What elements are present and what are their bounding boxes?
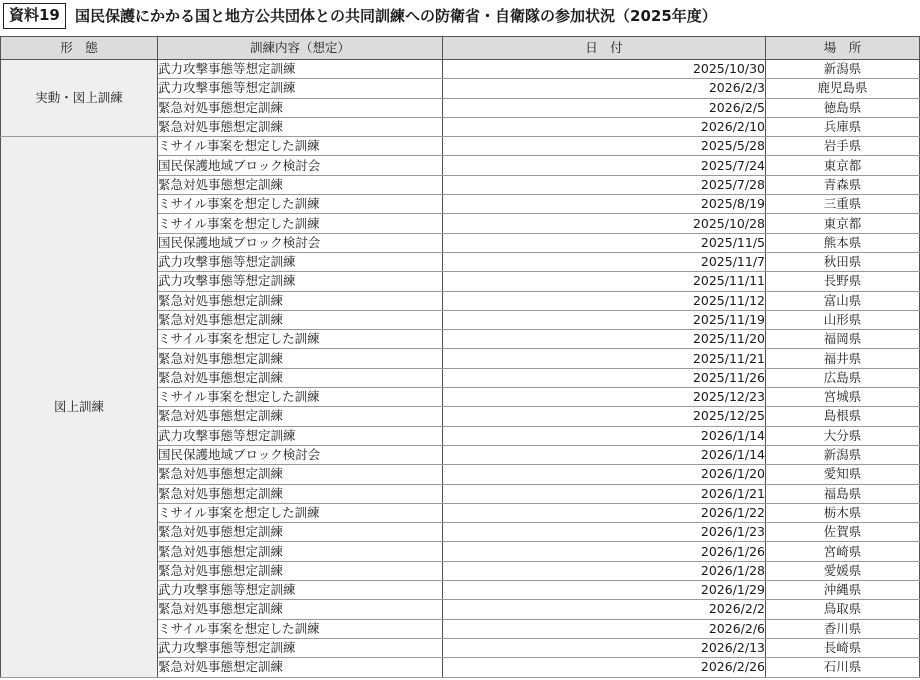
content-cell: 武力攻撃事態等想定訓練: [158, 638, 443, 657]
content-cell: 緊急対処事態想定訓練: [158, 523, 443, 542]
place-cell: 岩手県: [766, 137, 920, 156]
content-cell: ミサイル事案を想定した訓練: [158, 503, 443, 522]
place-cell: 島根県: [766, 407, 920, 426]
place-cell: 香川県: [766, 619, 920, 638]
date-cell: 2026/2/6: [443, 619, 766, 638]
place-cell: 鹿児島県: [766, 79, 920, 98]
place-cell: 宮城県: [766, 388, 920, 407]
place-cell: 宮崎県: [766, 542, 920, 561]
place-cell: 東京都: [766, 156, 920, 175]
place-cell: 三重県: [766, 195, 920, 214]
content-cell: 緊急対処事態想定訓練: [158, 175, 443, 194]
place-cell: 愛媛県: [766, 561, 920, 580]
date-cell: 2026/1/20: [443, 465, 766, 484]
table-header-row: [1, 37, 920, 60]
category-cell: 図上訓練: [1, 137, 158, 677]
date-cell: 2026/2/5: [443, 98, 766, 117]
date-cell: 2026/1/29: [443, 581, 766, 600]
date-cell: 2025/7/28: [443, 175, 766, 194]
header-category: 形 態: [1, 37, 158, 60]
content-cell: 武力攻撃事態等想定訓練: [158, 581, 443, 600]
content-cell: 緊急対処事態想定訓練: [158, 600, 443, 619]
content-cell: 国民保護地域ブロック検討会: [158, 156, 443, 175]
content-cell: 国民保護地域ブロック検討会: [158, 445, 443, 464]
content-cell: 緊急対処事態想定訓練: [158, 291, 443, 310]
place-cell: 福島県: [766, 484, 920, 503]
content-cell: ミサイル事案を想定した訓練: [158, 214, 443, 233]
content-cell: ミサイル事案を想定した訓練: [158, 619, 443, 638]
content-cell: 武力攻撃事態等想定訓練: [158, 426, 443, 445]
content-cell: ミサイル事案を想定した訓練: [158, 388, 443, 407]
content-cell: 緊急対処事態想定訓練: [158, 407, 443, 426]
content-cell: 緊急対処事態想定訓練: [158, 98, 443, 117]
content-cell: 緊急対処事態想定訓練: [158, 542, 443, 561]
header-date: 日 付: [443, 37, 766, 60]
content-cell: 緊急対処事態想定訓練: [158, 368, 443, 387]
place-cell: 徳島県: [766, 98, 920, 117]
place-cell: 栃木県: [766, 503, 920, 522]
content-cell: 緊急対処事態想定訓練: [158, 310, 443, 329]
content-cell: 国民保護地域ブロック検討会: [158, 233, 443, 252]
place-cell: 鳥取県: [766, 600, 920, 619]
place-cell: 熊本県: [766, 233, 920, 252]
date-cell: 2026/2/2: [443, 600, 766, 619]
place-cell: 東京都: [766, 214, 920, 233]
date-cell: 2025/8/19: [443, 195, 766, 214]
content-cell: 武力攻撃事態等想定訓練: [158, 79, 443, 98]
place-cell: 山形県: [766, 310, 920, 329]
place-cell: 秋田県: [766, 252, 920, 271]
content-cell: 緊急対処事態想定訓練: [158, 484, 443, 503]
training-table: [0, 36, 920, 678]
document-header: [0, 0, 920, 34]
category-cell: 実動・図上訓練: [1, 60, 158, 137]
date-cell: 2025/11/20: [443, 330, 766, 349]
date-cell: 2025/11/12: [443, 291, 766, 310]
content-cell: ミサイル事案を想定した訓練: [158, 330, 443, 349]
date-cell: 2026/1/23: [443, 523, 766, 542]
table-row: [1, 60, 920, 79]
date-cell: 2025/10/30: [443, 60, 766, 79]
date-cell: 2025/10/28: [443, 214, 766, 233]
date-cell: 2025/11/21: [443, 349, 766, 368]
place-cell: 大分県: [766, 426, 920, 445]
date-cell: 2026/2/10: [443, 117, 766, 136]
date-cell: 2025/11/11: [443, 272, 766, 291]
date-cell: 2025/12/23: [443, 388, 766, 407]
date-cell: 2026/1/14: [443, 426, 766, 445]
content-cell: ミサイル事案を想定した訓練: [158, 195, 443, 214]
date-cell: 2026/1/28: [443, 561, 766, 580]
content-cell: 武力攻撃事態等想定訓練: [158, 60, 443, 79]
header-place: 場 所: [766, 37, 920, 60]
table-row: [1, 137, 920, 156]
place-cell: 福井県: [766, 349, 920, 368]
place-cell: 新潟県: [766, 60, 920, 79]
date-cell: 2025/11/5: [443, 233, 766, 252]
place-cell: 佐賀県: [766, 523, 920, 542]
content-cell: 武力攻撃事態等想定訓練: [158, 272, 443, 291]
place-cell: 愛知県: [766, 465, 920, 484]
place-cell: 富山県: [766, 291, 920, 310]
date-cell: 2025/5/28: [443, 137, 766, 156]
date-cell: 2026/1/26: [443, 542, 766, 561]
place-cell: 兵庫県: [766, 117, 920, 136]
date-cell: 2025/12/25: [443, 407, 766, 426]
place-cell: 長崎県: [766, 638, 920, 657]
table-body: [1, 60, 920, 678]
place-cell: 新潟県: [766, 445, 920, 464]
content-cell: 緊急対処事態想定訓練: [158, 117, 443, 136]
place-cell: 福岡県: [766, 330, 920, 349]
place-cell: 広島県: [766, 368, 920, 387]
date-cell: 2026/2/26: [443, 658, 766, 677]
content-cell: 緊急対処事態想定訓練: [158, 658, 443, 677]
place-cell: 石川県: [766, 658, 920, 677]
date-cell: 2026/1/22: [443, 503, 766, 522]
date-cell: 2025/11/26: [443, 368, 766, 387]
place-cell: 沖縄県: [766, 581, 920, 600]
place-cell: 青森県: [766, 175, 920, 194]
header-content: 訓練内容（想定）: [158, 37, 443, 60]
date-cell: 2026/2/3: [443, 79, 766, 98]
date-cell: 2026/1/14: [443, 445, 766, 464]
document-label: 資料19: [3, 3, 66, 29]
content-cell: 緊急対処事態想定訓練: [158, 561, 443, 580]
content-cell: 緊急対処事態想定訓練: [158, 465, 443, 484]
place-cell: 長野県: [766, 272, 920, 291]
date-cell: 2026/1/21: [443, 484, 766, 503]
date-cell: 2025/11/19: [443, 310, 766, 329]
date-cell: 2025/11/7: [443, 252, 766, 271]
content-cell: 武力攻撃事態等想定訓練: [158, 252, 443, 271]
document-title: 国民保護にかかる国と地方公共団体との共同訓練への防衛省・自衛隊の参加状況（2025年度）: [75, 7, 717, 25]
content-cell: ミサイル事案を想定した訓練: [158, 137, 443, 156]
content-cell: 緊急対処事態想定訓練: [158, 349, 443, 368]
date-cell: 2025/7/24: [443, 156, 766, 175]
date-cell: 2026/2/13: [443, 638, 766, 657]
